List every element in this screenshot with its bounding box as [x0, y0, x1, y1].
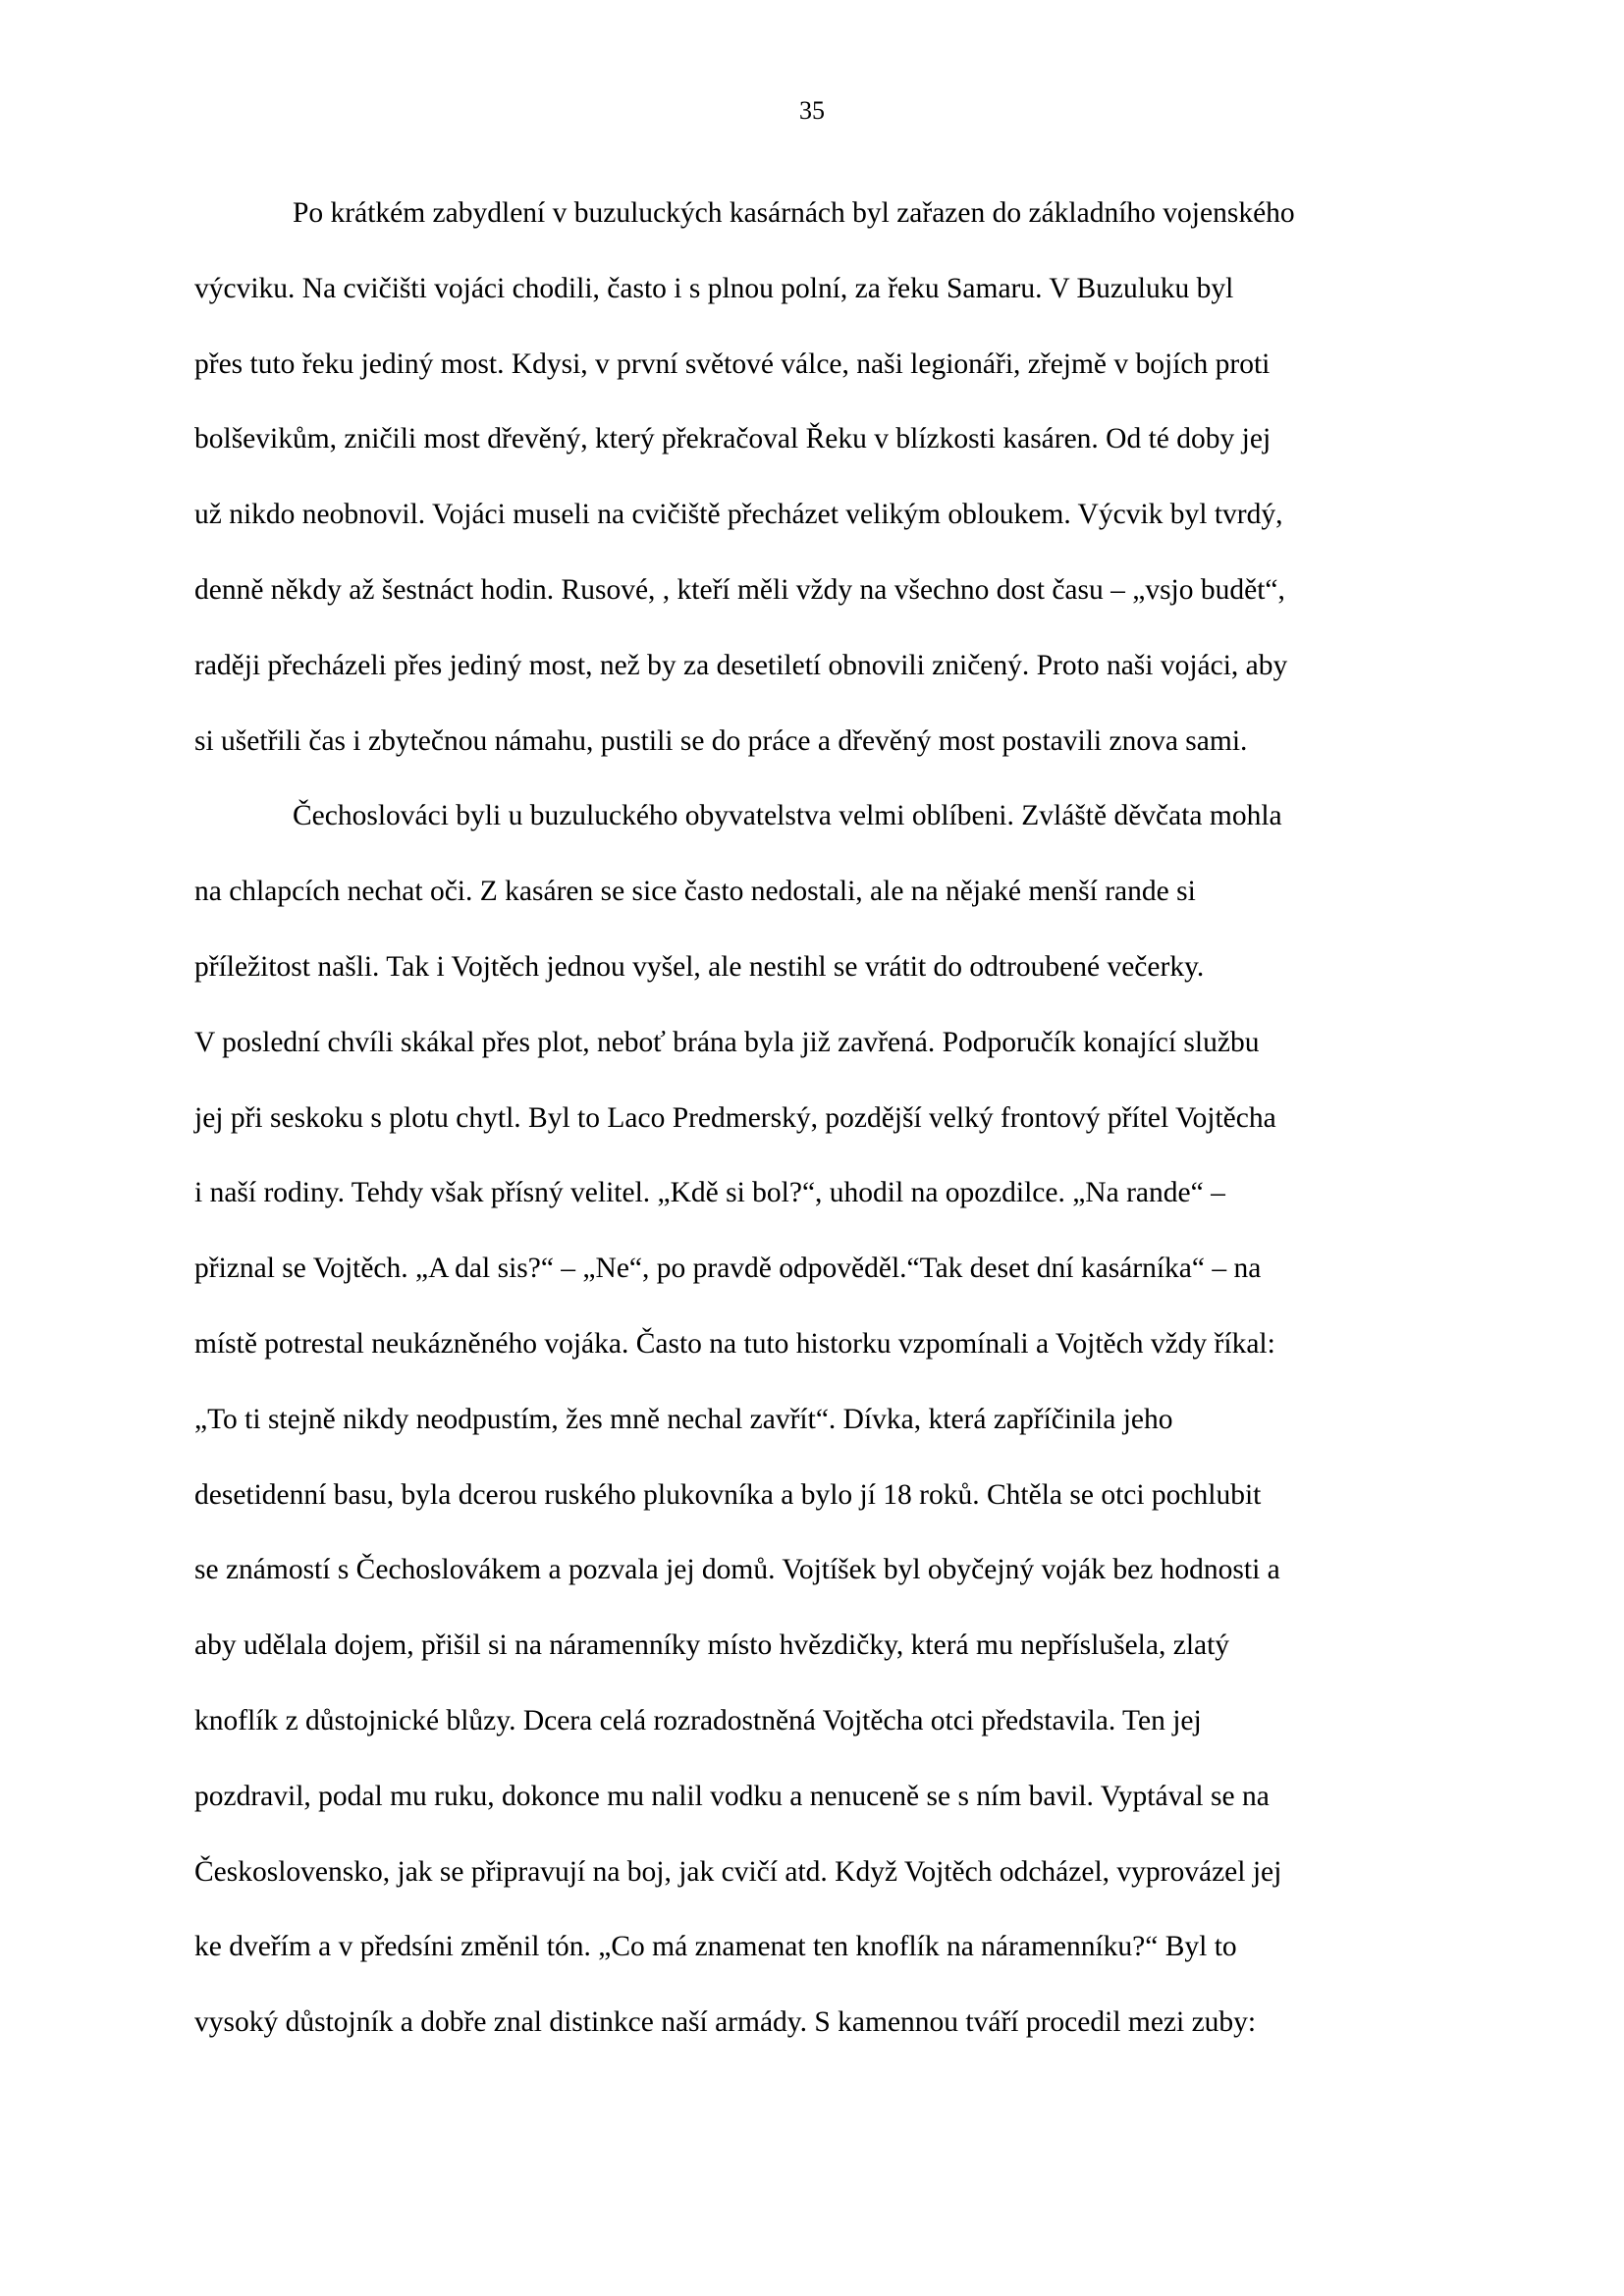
paragraph-2: [194, 791, 1439, 2073]
text-line: aby udělala dojem, přišil si na náramenníky místo hvězdičky, která mu nepříslušela, zlatý: [194, 1629, 1230, 1662]
text-line: bolševikům, zničili most dřevěný, který překračoval Řeku v blízkosti kasáren. Od té doby jej: [194, 423, 1272, 455]
text-line: místě potrestal neukázněného vojáka. Často na tuto historku vzpomínali a Vojtěch vždy říkal:: [194, 1327, 1275, 1360]
text-line: výcviku. Na cvičišti vojáci chodili, často i s plnou polní, za řeku Samaru. V Buzuluku byl: [194, 272, 1234, 304]
text-line: „To ti stejně nikdy neodpustím, žes mně nechal zavřít“. Dívka, která zapříčinila jeho: [194, 1403, 1173, 1435]
text-line: pozdravil, podal mu ruku, dokonce mu nalil vodku a nenuceně se s ním bavil. Vyptával se na: [194, 1780, 1270, 1812]
text-line: na chlapcích nechat oči. Z kasáren se sice často nedostali, ale na nějaké menší rande si: [194, 876, 1196, 908]
text-line: přiznal se Vojtěch. „A dal sis?“ – „Ne“, po pravdě odpověděl.“Tak deset dní kasárníka“ – na: [194, 1253, 1262, 1285]
paragraph-1: [194, 188, 1439, 791]
body-text: [194, 188, 1439, 2073]
text-line: příležitost našli. Tak i Vojtěch jednou vyšel, ale nestihl se vrátit do odtroubené večerky.: [194, 950, 1205, 983]
text-line: desetidenní basu, byla dcerou ruského plukovníka a bylo jí 18 roků. Chtěla se otci pochlubit: [194, 1478, 1262, 1511]
text-line: se známostí s Čechoslovákem a pozvala jej domů. Vojtíšek byl obyčejný voják bez hodnosti a: [194, 1554, 1280, 1586]
text-line: přes tuto řeku jediný most. Kdysi, v první světové válce, naši legionáři, zřejmě v bojích proti: [194, 347, 1271, 380]
text-line: Po krátkém zabydlení v buzuluckých kasárnách byl zařazen do základního vojenského: [293, 197, 1295, 229]
text-line: knoflík z důstojnické blůzy. Dcera celá rozradostněná Vojtěcha otci představila. Ten jej: [194, 1704, 1202, 1736]
text-line: Československo, jak se připravují na boj, jak cvičí atd. Když Vojtěch odcházel, vyprovázel jej: [194, 1855, 1282, 1888]
page-number: 35: [799, 96, 825, 125]
text-line: V poslední chvíli skákal přes plot, neboť brána byla již zavřená. Podporučík konající službu: [194, 1026, 1260, 1058]
text-line: Čechoslováci byli u buzuluckého obyvatelstva velmi oblíbeni. Zvláště děvčata mohla: [293, 800, 1282, 832]
text-line: už nikdo neobnovil. Vojáci museli na cvičiště přecházet velikým obloukem. Výcvik byl tvrdý,: [194, 499, 1283, 531]
text-line: si ušetřili čas i zbytečnou námahu, pustili se do práce a dřevěný most postavili znova sami.: [194, 724, 1248, 757]
text-line: raději přecházeli přes jediný most, než by za desetiletí obnovili zničený. Proto naši vojáci, aby: [194, 649, 1288, 681]
text-line: denně někdy až šestnáct hodin. Rusové, , kteří měli vždy na všechno dost času – „vsjo budět“,: [194, 573, 1285, 606]
text-line: ke dveřím a v předsíni změnil tón. „Co má znamenat ten knoflík na náramenníku?“ Byl to: [194, 1931, 1237, 1963]
text-line: vysoký důstojník a dobře znal distinkce naší armády. S kamennou tváří procedil mezi zuby:: [194, 2006, 1257, 2039]
text-line: jej při seskoku s plotu chytl. Byl to Laco Predmerský, pozdější velký frontový přítel Vojtěcha: [194, 1101, 1276, 1134]
text-line: i naší rodiny. Tehdy však přísný velitel. „Kdě si bol?“, uhodil na opozdilce. „Na rande“ –: [194, 1177, 1225, 1209]
